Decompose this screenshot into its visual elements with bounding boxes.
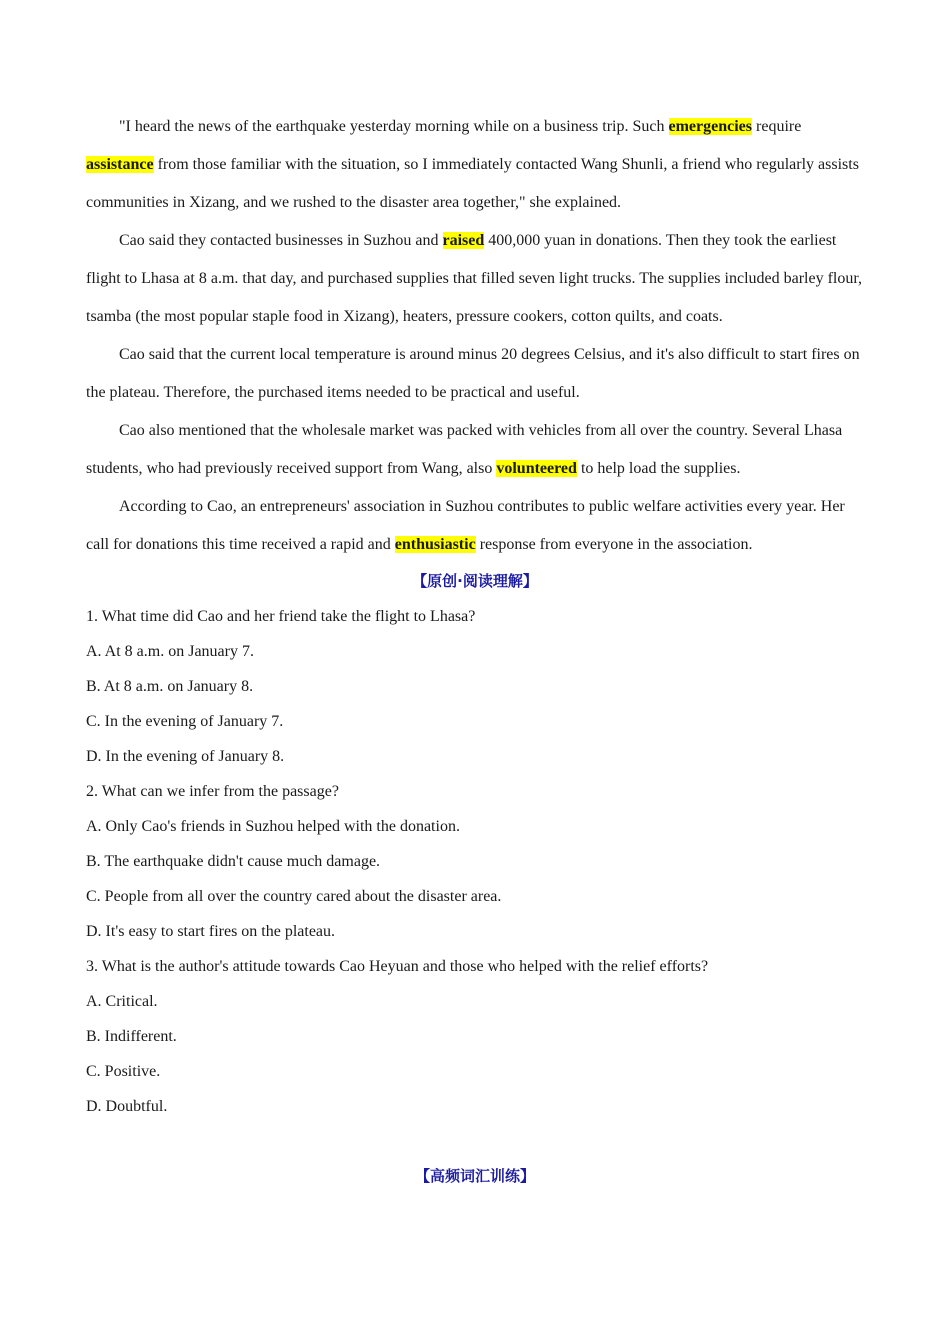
passage-paragraph [86,412,864,488]
paragraph-text: 400,000 yuan in donations. Then they took the earliest flight to Lhasa at 8 a.m. that day, and purchased supplies that filled seven light trucks. The supplies included barley flour, tsamba (the most popular staple food in Xizang), heaters, pressure cookers, cotton quilts, and coats. [86,232,863,325]
answer-option: A. Only Cao's friends in Suzhou helped with the donation. [86,818,460,835]
passage-paragraph [86,336,864,412]
paragraph-text: require [752,118,802,135]
highlighted-vocab-word: raised [442,232,485,249]
passage-paragraph [86,108,864,222]
answer-option: A. Critical. [86,993,158,1010]
section-heading-vocab: 【高频词汇训练】 [414,1167,535,1185]
answer-option: D. In the evening of January 8. [86,748,285,765]
passage [86,108,864,564]
paragraph-text: response from everyone in the association. [475,536,753,553]
answer-option: C. In the evening of January 7. [86,713,284,730]
paragraph-text: According to Cao, an entrepreneurs' association in Suzhou contributes to public welfare activities every year. Her call for donations this time received a rapid and [86,498,845,553]
question-stem: 2. What can we infer from the passage? [86,783,339,800]
answer-option: B. Indifferent. [86,1028,177,1045]
highlighted-vocab-word: volunteered [496,460,577,477]
paragraph-text: Cao said they contacted businesses in Suzhou and [119,232,443,249]
answer-option: D. Doubtful. [86,1098,168,1115]
paragraph-text: from those familiar with the situation, so I immediately contacted Wang Shunli, a friend who regularly assists communities in Xizang, and we rushed to the disaster area together," she explained. [86,156,859,211]
highlighted-vocab-word: emergencies [668,118,753,135]
section-heading-reading: 【原创·阅读理解】 [412,572,538,590]
paragraph-text: Cao said that the current local temperature is around minus 20 degrees Celsius, and it's also difficult to start fires on the plateau. Therefore, the purchased items needed to be practical and useful. [86,346,860,401]
answer-option: C. People from all over the country cared about the disaster area. [86,888,502,905]
question-stem: 3. What is the author's attitude towards Cao Heyuan and those who helped with the relief efforts? [86,958,709,975]
answer-option: C. Positive. [86,1063,161,1080]
answer-option: D. It's easy to start fires on the plateau. [86,923,336,940]
paragraph-text: to help load the supplies. [576,460,741,477]
answer-option: B. At 8 a.m. on January 8. [86,678,254,695]
passage-paragraph [86,488,864,564]
question-stem: 1. What time did Cao and her friend take the flight to Lhasa? [86,608,476,625]
answer-option: A. At 8 a.m. on January 7. [86,643,254,660]
question-list [86,599,864,1124]
paragraph-text: "I heard the news of the earthquake yesterday morning while on a business trip. Such [119,118,669,135]
answer-option: B. The earthquake didn't cause much damage. [86,853,381,870]
highlighted-vocab-word: assistance [86,156,154,173]
highlighted-vocab-word: enthusiastic [394,536,476,553]
spacer [86,1124,864,1159]
document-page [86,108,864,1194]
passage-paragraph [86,222,864,336]
paragraph-text: Cao also mentioned that the wholesale market was packed with vehicles from all over the country. Several Lhasa students, who had previously received support from Wang, also [86,422,843,477]
